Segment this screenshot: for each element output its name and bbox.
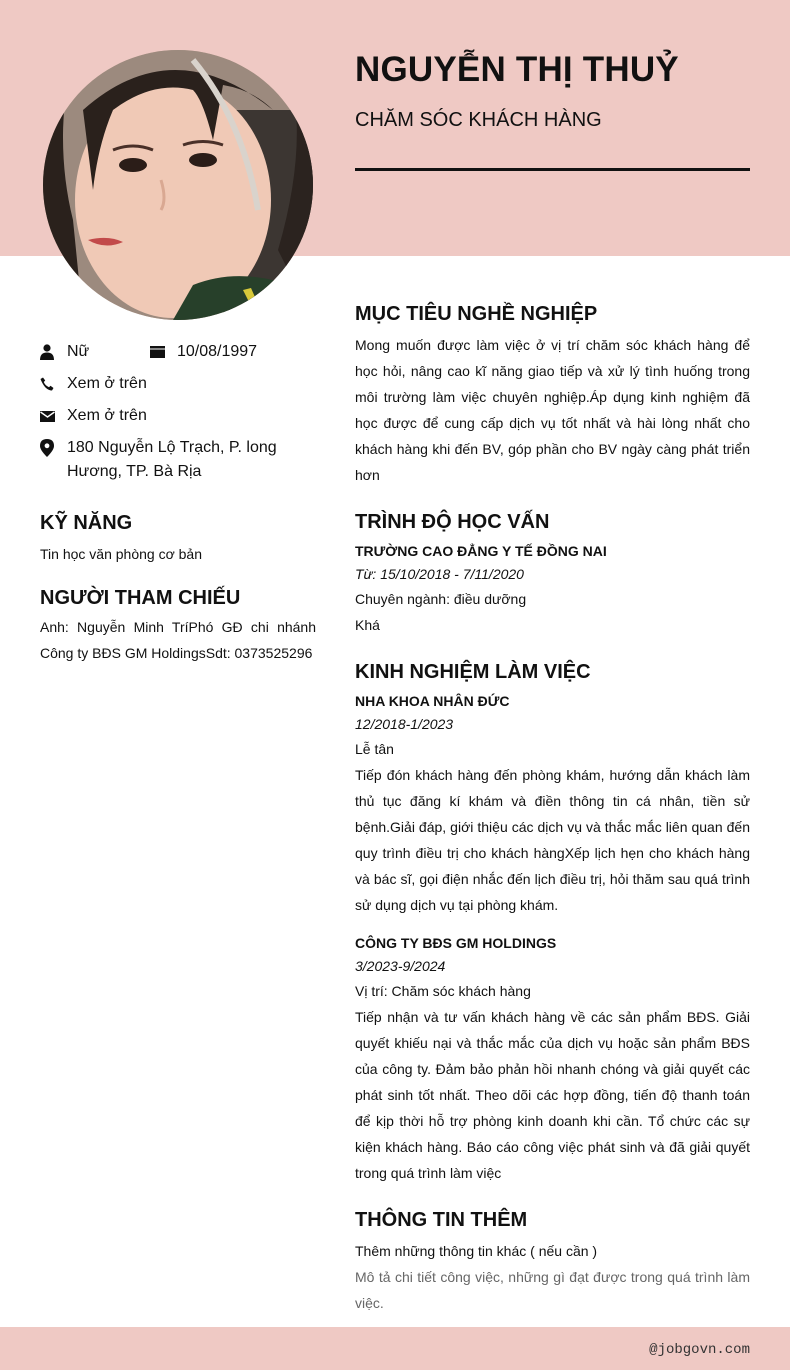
experience-heading: KINH NGHIỆM LÀM VIỆC [355,661,591,683]
job-position: Lễ tân [355,741,394,757]
title-divider [355,168,750,171]
address-line-2: Hương, TP. Bà Rịa [67,463,202,480]
location-pin-icon [40,436,67,460]
portrait-illustration [43,50,313,320]
email-row [40,404,316,436]
skills-heading: KỸ NĂNG [40,512,133,534]
education-major: Chuyên ngành: điều dưỡng [355,591,527,607]
mail-icon [40,404,67,428]
job-description: Tiếp đón khách hàng đến phòng khám, hướng dẫn khách làm thủ tục đăng kí khám và điền thông tin cá nhân, tiền sử bệnh.Giải đáp, giới thiệu các dịch vụ và thắc mắc liên quan đến quy trình điều trị cho khách hàngXếp lịch hẹn cho khách hàng và bác sĩ, gọi điện nhắc đến lịch điều trị, hỏi thăm sau quá trình sử dụng dịch vụ tại phòng khám. [355,767,750,913]
email-value[interactable]: Xem ở trên [67,407,147,424]
phone-icon [40,372,67,396]
job-period: 12/2018-1/2023 [355,716,454,732]
candidate-name: NGUYỄN THỊ THUỶ [355,50,679,89]
job-position: Vị trí: Chăm sóc khách hàng [355,983,531,999]
skills-text: Tin học văn phòng cơ bản [40,546,202,562]
birthday-value: 10/08/1997 [177,343,258,360]
objective-text: Mong muốn được làm việc ở vị trí chăm sóc khách hàng để học hỏi, nâng cao kĩ năng giao tiếp và xử lý tình huống trong môi trường làm việc chuyên nghiệp.Áp dụng kinh nghiệm đã học được để cung cấp dịch vụ tốt nhất và hài lòng nhất cho khách hàng khi đến BV, góp phần cho BV ngày càng phát triển hơn [355,337,750,483]
additional-heading: THÔNG TIN THÊM [355,1209,528,1231]
gender-field [40,340,150,364]
gender-birthday-row [40,340,316,372]
education-school: TRƯỜNG CAO ĐẲNG Y TẾ ĐỒNG NAI [355,543,607,559]
education-grade: Khá [355,617,380,633]
footer-watermark: @jobgovn.com [649,1342,750,1358]
left-column [40,340,316,666]
additional-line-2: Mô tả chi tiết công việc, những gì đạt được trong quá trình làm việc. [355,1269,750,1311]
profile-photo [43,50,313,320]
job-entry [355,690,750,918]
education-period: Từ: 15/10/2018 - 7/11/2020 [355,566,524,582]
address-row [40,436,316,484]
job-company: CÔNG TY BĐS GM HOLDINGS [355,935,557,951]
calendar-icon [150,340,177,364]
job-company: NHA KHOA NHÂN ĐỨC [355,693,510,709]
candidate-role: CHĂM SÓC KHÁCH HÀNG [355,109,602,131]
job-period: 3/2023-9/2024 [355,958,446,974]
right-column [355,300,750,1316]
person-icon [40,340,67,364]
objective-heading: MỤC TIÊU NGHỀ NGHIỆP [355,303,598,325]
phone-value[interactable]: Xem ở trên [67,375,147,392]
address-line-1: 180 Nguyễn Lộ Trạch, P. long [67,439,277,456]
phone-row [40,372,316,404]
job-description: Tiếp nhận và tư vấn khách hàng về các sản phẩm BĐS. Giải quyết khiếu nại và thắc mắc của dịch vụ hoặc sản phẩm BĐS của công ty. Đảm bảo phản hồi nhanh chóng và giải quyết các phát sinh tốt nhất. Theo dõi các hợp đồng, tiến độ thanh toán để kịp thời hỗ trợ phòng kinh doanh khi cần. Tổ chức các sự kiện khách hàng. Báo cáo công việc phát sinh và đã giải quyết trong quá trình làm việc [355,1009,750,1181]
reference-text: Anh: Nguyễn Minh TríPhó GĐ chi nhánh Công ty BĐS GM HoldingsSdt: 0373525296 [40,619,316,661]
reference-heading: NGƯỜI THAM CHIẾU [40,587,241,609]
address-value [67,436,277,484]
job-entry [355,932,750,1186]
additional-line-1: Thêm những thông tin khác ( nếu cần ) [355,1243,598,1259]
education-heading: TRÌNH ĐỘ HỌC VẤN [355,511,550,533]
gender-value: Nữ [67,343,90,360]
